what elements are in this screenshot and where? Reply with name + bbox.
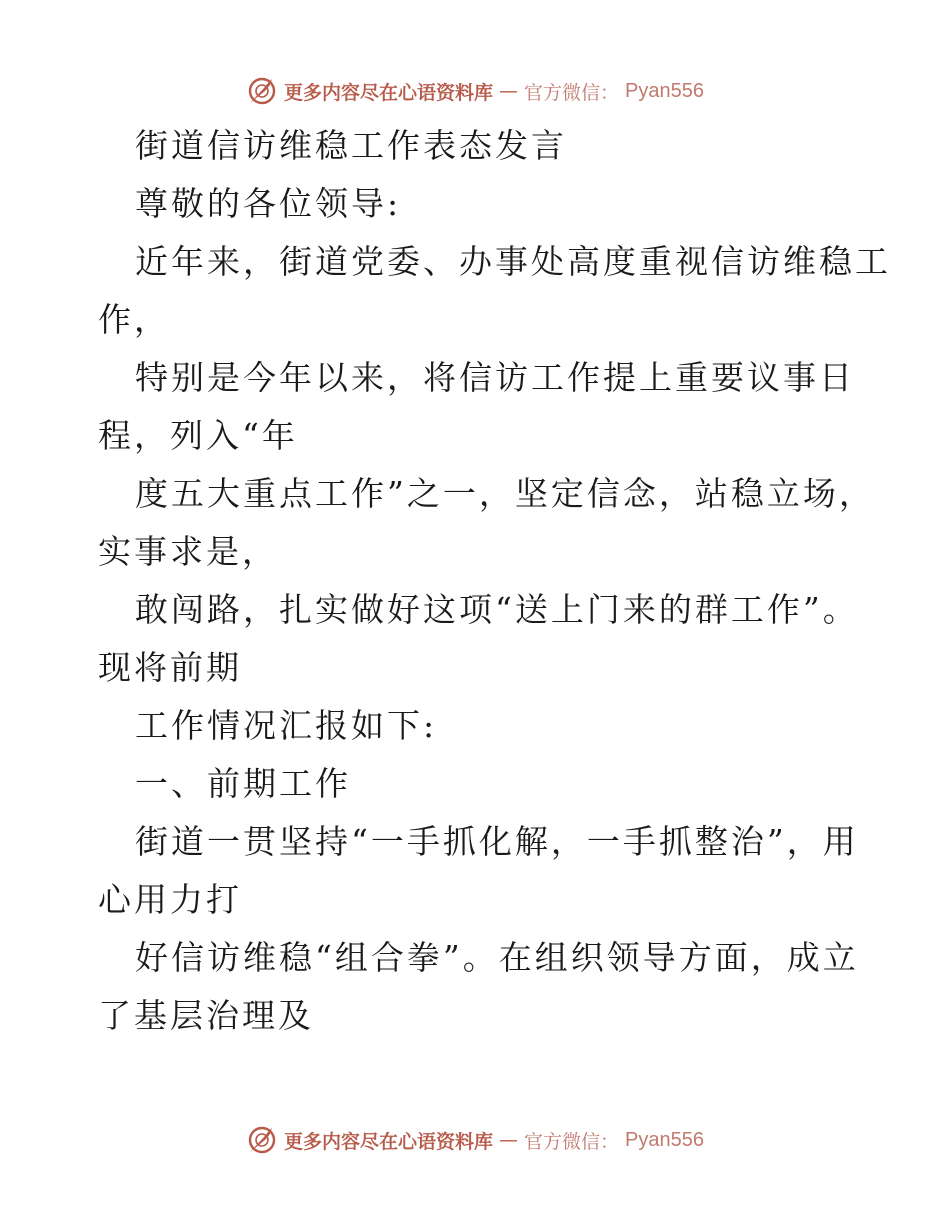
watermark-text: 更多内容尽在心语资料库 xyxy=(284,81,494,104)
watermark-separator: — xyxy=(499,80,519,102)
watermark-separator: — xyxy=(499,1129,519,1151)
text-line: 工作情况汇报如下: xyxy=(135,706,438,745)
watermark-label: 官方微信： xyxy=(524,1130,620,1153)
header-watermark xyxy=(0,71,950,111)
text-line: 程，列入“年 xyxy=(98,416,298,455)
watermark-label: 官方微信： xyxy=(524,81,620,104)
text-line: 作， xyxy=(98,300,170,339)
text-line: 实事求是， xyxy=(98,532,278,571)
salutation: 尊敬的各位领导: xyxy=(135,184,402,223)
section-heading: 一、前期工作 xyxy=(135,764,351,803)
watermark-id: Pyan556 xyxy=(625,1128,704,1151)
text-line: 近年来，街道党委、办事处高度重视信访维稳工 xyxy=(135,242,891,281)
text-line: 街道一贯坚持“一手抓化解，一手抓整治”，用 xyxy=(135,822,859,861)
watermark-id: Pyan556 xyxy=(625,79,704,102)
text-line: 了基层治理及 xyxy=(98,996,314,1035)
document-body xyxy=(98,117,891,1045)
text-line: 好信访维稳“组合拳”。在组织领导方面，成立 xyxy=(135,938,859,977)
text-line: 现将前期 xyxy=(98,648,242,687)
document-title: 街道信访维稳工作表态发言 xyxy=(135,126,567,165)
text-line: 心用力打 xyxy=(98,880,242,919)
watermark-text: 更多内容尽在心语资料库 xyxy=(284,1130,494,1153)
text-line: 敢闯路，扎实做好这项“送上门来的群工作”。 xyxy=(135,590,859,629)
text-line: 度五大重点工作”之一，坚定信念，站稳立场， xyxy=(135,474,875,513)
footer-watermark xyxy=(0,1120,950,1160)
quill-logo-icon xyxy=(246,75,278,107)
text-line: 特别是今年以来，将信访工作提上重要议事日 xyxy=(135,358,855,397)
quill-logo-icon xyxy=(246,1124,278,1156)
